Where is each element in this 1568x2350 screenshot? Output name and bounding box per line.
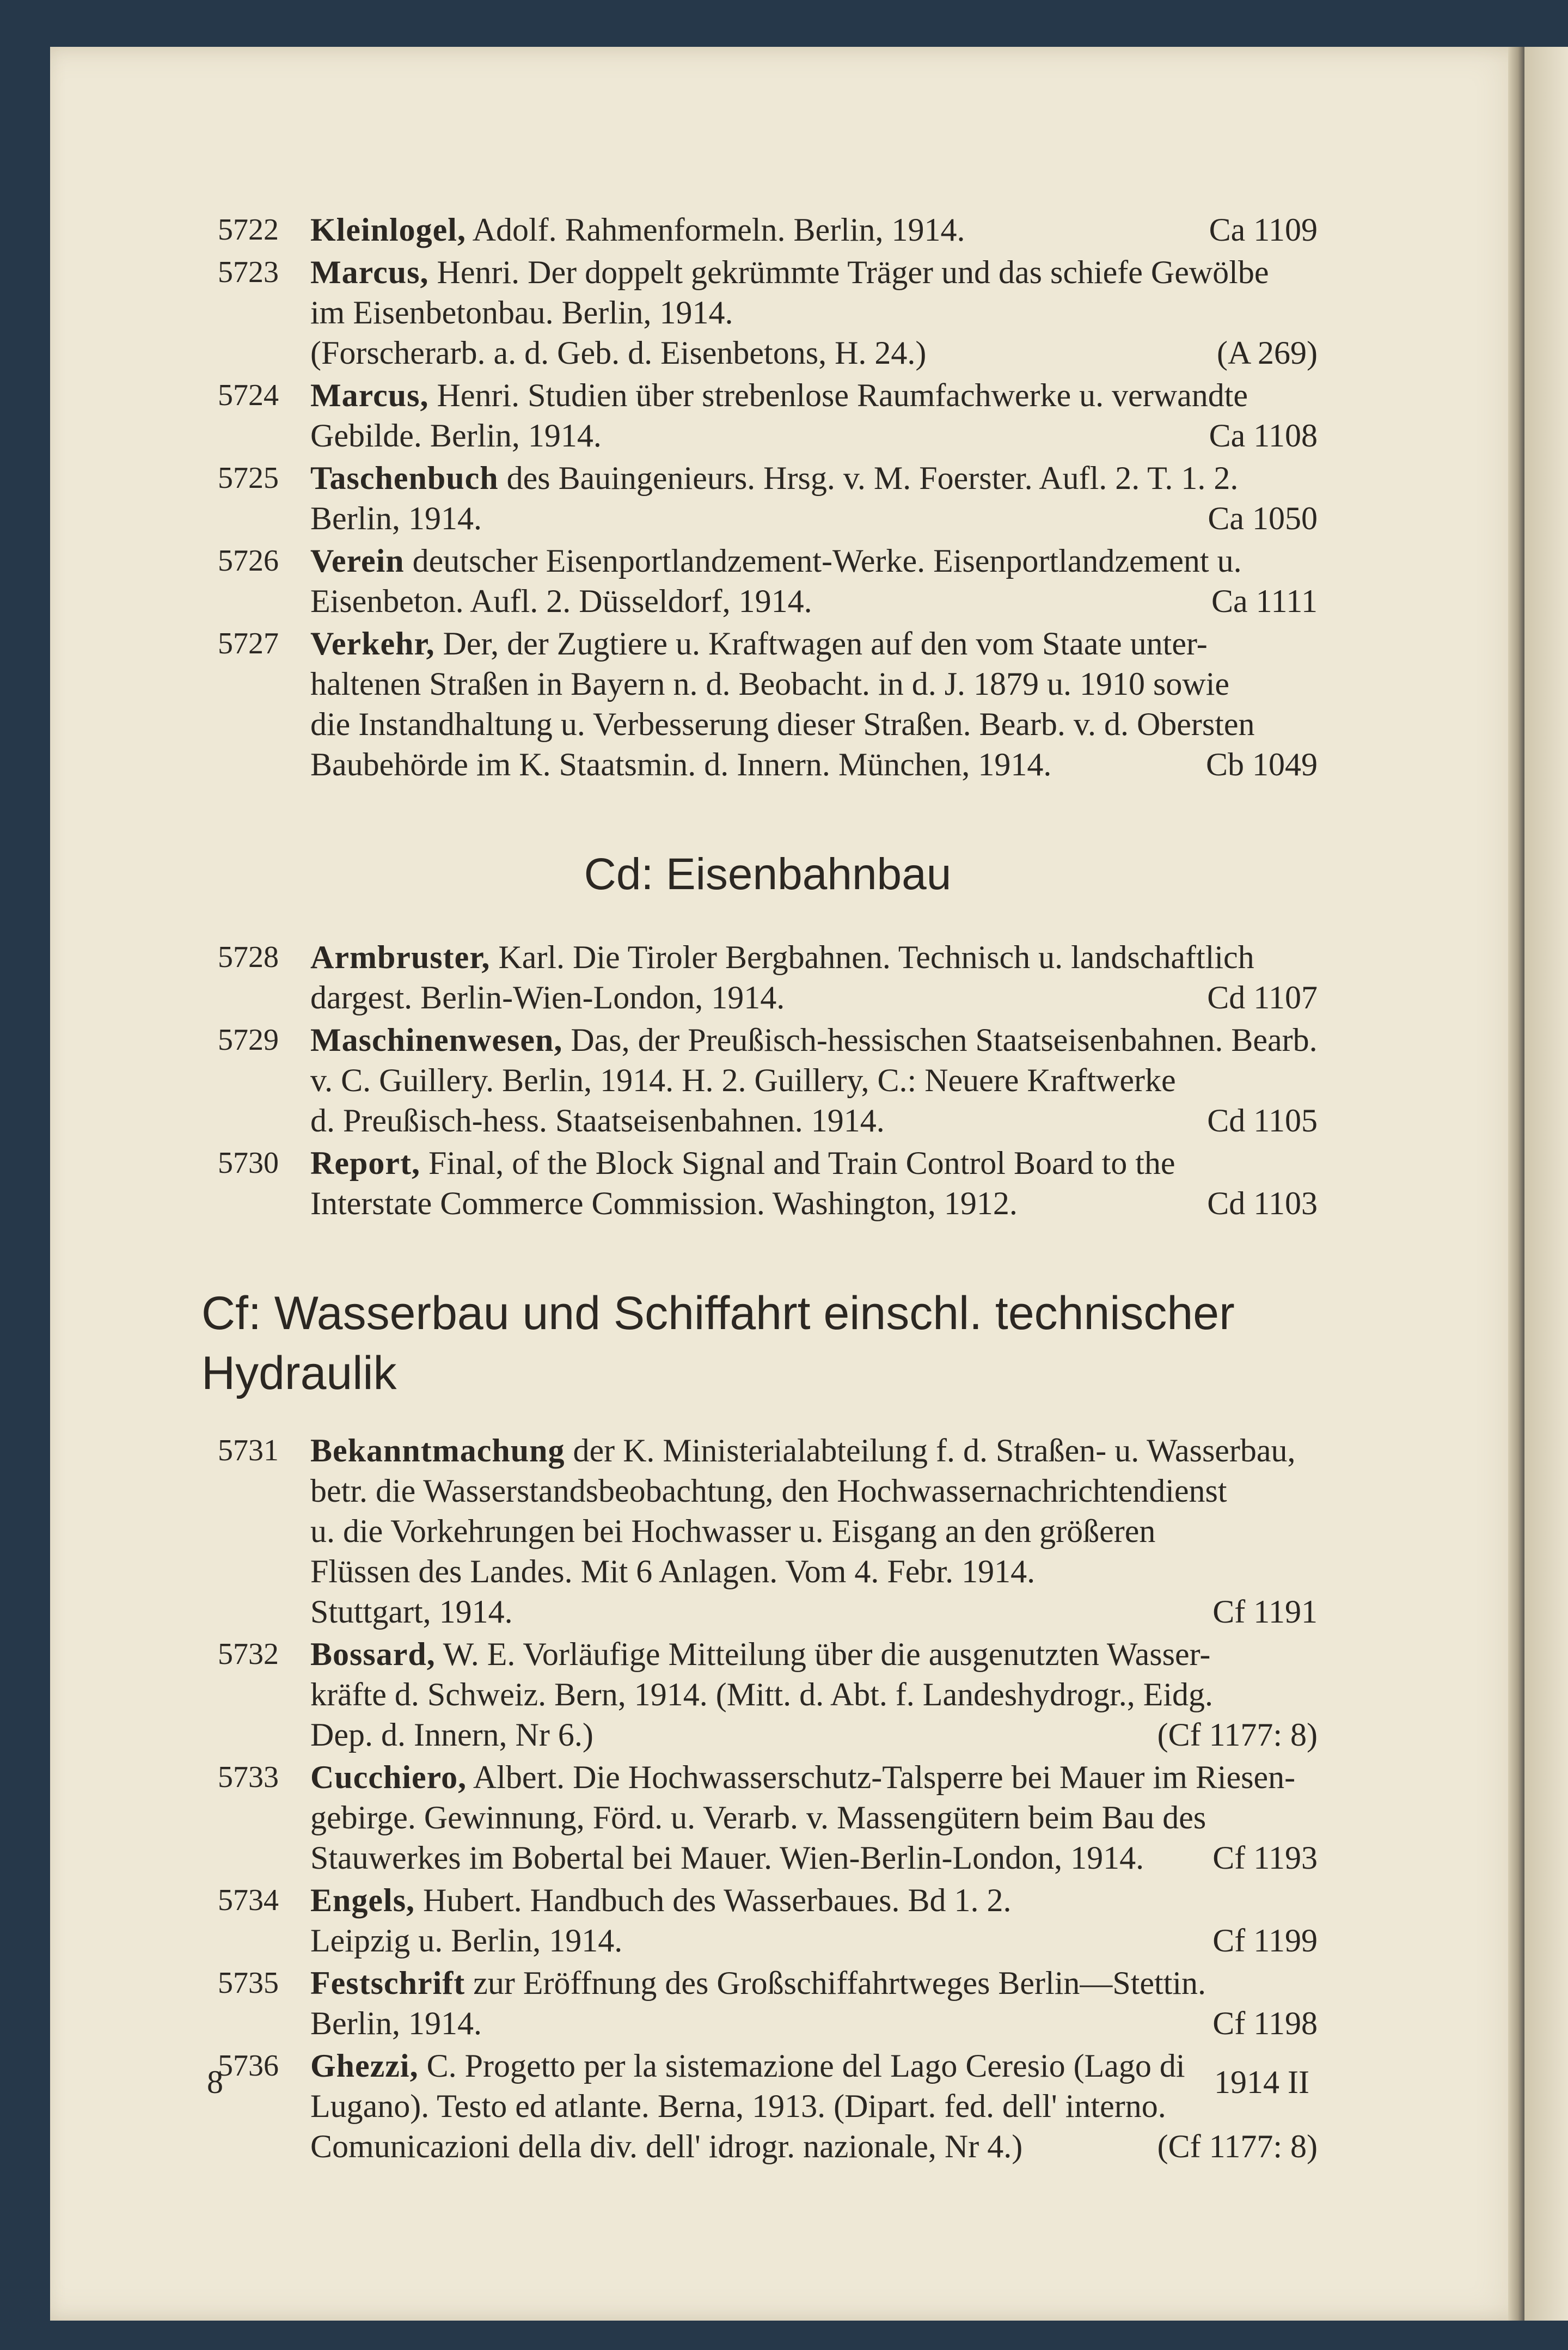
entry-text: Lugano). Testo ed atlante. Berna, 1913. (Dipart. fed. dell' interno. [310, 2088, 1166, 2124]
entry-line [310, 744, 1318, 785]
entry-text: Eisenbeton. Aufl. 2. Düsseldorf, 1914. [310, 583, 812, 619]
entry-text: Stuttgart, 1914. [310, 1594, 513, 1630]
shelf-mark: Cd 1103 [1207, 1185, 1318, 1221]
entry-text: Albert. Die Hochwasserschutz-Talsperre bei Mauer im Riesen- [467, 1759, 1296, 1795]
entry-line [310, 581, 1318, 621]
entry-heading: Armbruster, [310, 939, 491, 975]
catalog-entry [218, 1963, 1318, 2043]
entry-line [310, 2126, 1318, 2167]
entry-text: Karl. Die Tiroler Bergbahnen. Technisch u. landschaftlich [490, 939, 1254, 975]
entry-text: Dep. d. Innern, Nr 6.) [310, 1717, 593, 1753]
entry-text: Adolf. Rahmenformeln. Berlin, 1914. [465, 212, 965, 248]
entry-text: C. Progetto per la sistemazione del Lago Ceresio (Lago di [418, 2048, 1185, 2084]
shelf-mark: Ca 1111 [1211, 583, 1318, 619]
entry-text: (Forscherarb. a. d. Geb. d. Eisenbetons, H. 24.) [310, 335, 927, 371]
catalog-entry [218, 1020, 1318, 1141]
entry-text: Final, of the Block Signal and Train Control Board to the [420, 1145, 1175, 1181]
entry-line [310, 375, 1318, 415]
entry-number: 5735 [218, 1966, 279, 2000]
entry-text: Stauwerkes im Bobertal bei Mauer. Wien-Berlin-London, 1914. [310, 1840, 1144, 1876]
entry-heading: Marcus, [310, 377, 429, 413]
entry-line [310, 1715, 1318, 1755]
entry-line [310, 498, 1318, 538]
entry-text: Berlin, 1914. [310, 2005, 482, 2041]
next-page-edge [1524, 47, 1568, 2321]
section-heading: Cf: Wasserbau und Schiffahrt einschl. technischer Hydraulik [201, 1287, 1235, 1399]
shelf-mark: (Cf 1177: 8) [1157, 2128, 1318, 2164]
page-content [201, 210, 1318, 2169]
entry-heading: Maschinenwesen, [310, 1022, 563, 1058]
entry-text: gebirge. Gewinnung, Förd. u. Verarb. v. Massengütern beim Bau des [310, 1800, 1206, 1835]
entry-number: 5728 [218, 940, 279, 974]
entry-line [310, 1838, 1318, 1878]
entry-text: betr. die Wasserstandsbeobachtung, den Hochwassernachrichtendienst [310, 1473, 1227, 1509]
entry-number: 5729 [218, 1023, 279, 1057]
entry-number: 5734 [218, 1883, 279, 1917]
book-spine [1508, 47, 1524, 2321]
entry-line [310, 252, 1318, 292]
entry-text: d. Preußisch-hess. Staatseisenbahnen. 1914. [310, 1103, 885, 1139]
entry-heading: Bekanntmachung [310, 1433, 565, 1468]
shelf-mark: Cb 1049 [1205, 746, 1318, 782]
shelf-mark: Cf 1198 [1212, 2005, 1318, 2041]
entry-line [310, 541, 1318, 581]
catalog-entry [218, 458, 1318, 538]
shelf-mark: Ca 1109 [1209, 212, 1318, 248]
entry-number: 5722 [218, 213, 279, 247]
catalog-entry [218, 2046, 1318, 2167]
entry-heading: Bossard, [310, 1636, 436, 1672]
entry-line [310, 664, 1318, 704]
catalog-entry [218, 1430, 1318, 1632]
entry-text: die Instandhaltung u. Verbesserung dieser Straßen. Bearb. v. d. Obersten [310, 706, 1255, 742]
entry-heading: Taschenbuch [310, 460, 499, 496]
entry-text: Leipzig u. Berlin, 1914. [310, 1923, 623, 1959]
entry-text: Der, der Zugtiere u. Kraftwagen auf den vom Staate unter- [434, 626, 1208, 662]
entry-line [310, 2046, 1318, 2086]
entry-number: 5731 [218, 1434, 279, 1467]
catalog-entry [218, 937, 1318, 1018]
entry-text: dargest. Berlin-Wien-London, 1914. [310, 980, 785, 1015]
entry-number: 5730 [218, 1146, 279, 1180]
entry-heading: Marcus, [310, 254, 429, 290]
entry-heading: Ghezzi, [310, 2048, 419, 2084]
entry-heading: Report, [310, 1145, 420, 1181]
page-number: 8 [207, 2064, 223, 2100]
entry-text: Baubehörde im K. Staatsmin. d. Innern. München, 1914. [310, 746, 1052, 782]
entry-number: 5733 [218, 1760, 279, 1794]
catalog-entry [218, 541, 1318, 621]
entry-text: W. E. Vorläufige Mitteilung über die ausgenutzten Wasser- [435, 1636, 1211, 1672]
entry-line [310, 1060, 1318, 1100]
shelf-mark: Cf 1193 [1212, 1840, 1318, 1876]
entry-line [310, 1797, 1318, 1838]
entry-text: Berlin, 1914. [310, 500, 482, 536]
entry-text: Flüssen des Landes. Mit 6 Anlagen. Vom 4. Febr. 1914. [310, 1553, 1036, 1589]
entry-line [310, 2003, 1318, 2043]
entry-heading: Festschrift [310, 1965, 465, 2001]
catalog-entry [218, 1143, 1318, 1223]
catalog-entry [218, 252, 1318, 373]
entry-line [310, 977, 1318, 1018]
entry-number: 5724 [218, 378, 279, 412]
entry-text: zur Eröffnung des Großschiffahrtweges Berlin—Stettin. [465, 1965, 1206, 2001]
catalog-entry [218, 1757, 1318, 1878]
entry-line [310, 1920, 1318, 1961]
entry-text: Henri. Studien über strebenlose Raumfachwerke u. verwandte [428, 377, 1248, 413]
entry-text: Gebilde. Berlin, 1914. [310, 418, 602, 454]
shelf-mark: Ca 1050 [1208, 500, 1318, 536]
entry-heading: Kleinlogel, [310, 212, 466, 248]
entry-line [310, 210, 1318, 250]
entry-text: Comunicazioni della div. dell' idrogr. nazionale, Nr 4.) [310, 2128, 1023, 2164]
entry-line [310, 1592, 1318, 1632]
entry-line [310, 1551, 1318, 1592]
shelf-mark: (Cf 1177: 8) [1157, 1717, 1318, 1753]
catalog-entry [218, 1634, 1318, 1755]
shelf-mark: Ca 1108 [1209, 418, 1318, 454]
entry-line [310, 292, 1318, 333]
entry-text: v. C. Guillery. Berlin, 1914. H. 2. Guillery, C.: Neuere Kraftwerke [310, 1062, 1176, 1098]
entry-text: Hubert. Handbuch des Wasserbaues. Bd 1. 2. [415, 1882, 1012, 1918]
entry-number: 5723 [218, 255, 279, 289]
catalog-entry [218, 210, 1318, 250]
entry-text: kräfte d. Schweiz. Bern, 1914. (Mitt. d. Abt. f. Landeshydrogr., Eidg. [310, 1676, 1214, 1712]
entry-text: Das, der Preußisch-hessischen Staatseisenbahnen. Bearb. [562, 1022, 1318, 1058]
entry-text: der K. Ministerialabteilung f. d. Straßen- u. Wasserbau, [565, 1433, 1296, 1468]
entry-line [310, 1430, 1318, 1471]
entry-heading: Engels, [310, 1882, 415, 1918]
entry-heading: Cucchiero, [310, 1759, 467, 1795]
entry-heading: Verkehr, [310, 626, 435, 662]
entry-line [310, 704, 1318, 744]
entry-text: Henri. Der doppelt gekrümmte Träger und das schiefe Gewölbe [428, 254, 1269, 290]
entry-number: 5736 [218, 2049, 279, 2083]
entry-number: 5727 [218, 627, 279, 660]
shelf-mark: (A 269) [1217, 335, 1318, 371]
entry-line [310, 1674, 1318, 1715]
shelf-mark: Cd 1105 [1207, 1103, 1318, 1139]
entry-line [310, 1143, 1318, 1183]
shelf-mark: Cd 1107 [1207, 980, 1318, 1015]
catalog-entry [218, 623, 1318, 785]
entry-text: haltenen Straßen in Bayern n. d. Beobacht. in d. J. 1879 u. 1910 sowie [310, 666, 1230, 702]
shelf-mark: Cf 1199 [1212, 1923, 1318, 1959]
entry-line [310, 1020, 1318, 1060]
entry-text: des Bauingenieurs. Hrsg. v. M. Foerster. Aufl. 2. T. 1. 2. [498, 460, 1239, 496]
entry-line [310, 1757, 1318, 1797]
entry-line [310, 623, 1318, 664]
entry-line [310, 1880, 1318, 1920]
entry-text: u. die Vorkehrungen bei Hochwasser u. Eisgang an den größeren [310, 1513, 1156, 1549]
entry-line [310, 1183, 1318, 1223]
section-heading: Cd: Eisenbahnbau [584, 849, 952, 899]
entry-line [310, 1100, 1318, 1141]
entry-line [310, 1634, 1318, 1674]
entry-line [310, 1471, 1318, 1511]
entry-line [310, 1511, 1318, 1551]
entry-text: deutscher Eisenportlandzement-Werke. Eisenportlandzement u. [404, 543, 1242, 579]
entry-line [310, 2086, 1318, 2126]
entry-text: im Eisenbetonbau. Berlin, 1914. [310, 295, 733, 331]
entry-heading: Verein [310, 543, 405, 579]
catalog-entry [218, 375, 1318, 456]
entry-line [310, 937, 1318, 977]
entry-text: Interstate Commerce Commission. Washington, 1912. [310, 1185, 1018, 1221]
entry-line [310, 458, 1318, 498]
entry-number: 5732 [218, 1637, 279, 1671]
entry-number: 5725 [218, 461, 279, 495]
entry-line [310, 333, 1318, 373]
catalog-entry [218, 1880, 1318, 1961]
entry-line [310, 415, 1318, 456]
shelf-mark: Cf 1191 [1212, 1594, 1318, 1630]
volume-label: 1914 II [1214, 2064, 1309, 2100]
entry-number: 5726 [218, 544, 279, 578]
entry-line [310, 1963, 1318, 2003]
